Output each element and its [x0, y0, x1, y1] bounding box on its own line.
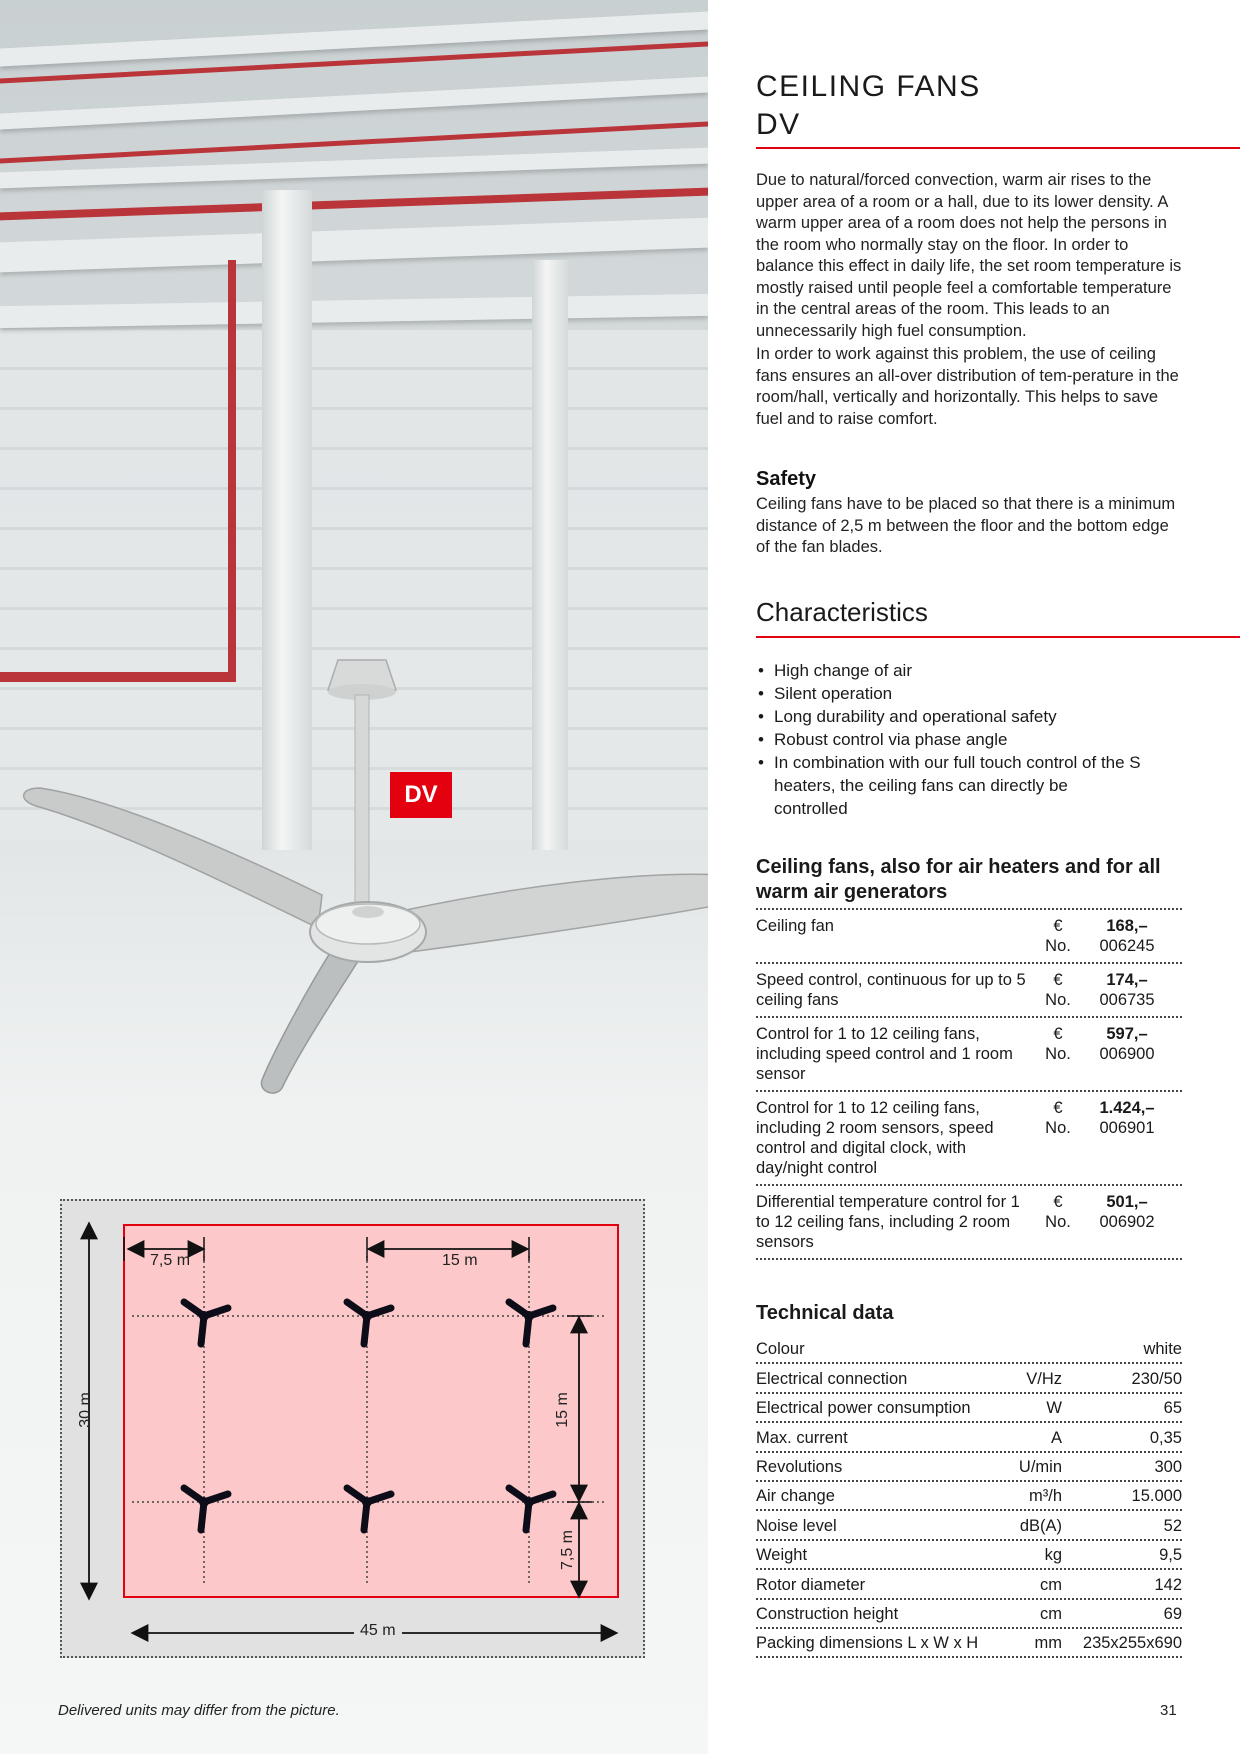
table-row	[756, 1482, 1182, 1511]
characteristics-divider	[756, 636, 1240, 638]
table-row	[756, 1511, 1182, 1540]
tech-value: 65	[1163, 1399, 1182, 1418]
table-row	[756, 1364, 1182, 1393]
tech-unit: V/Hz	[1026, 1369, 1062, 1388]
price-value: 501,–	[1106, 1193, 1148, 1211]
tech-unit: cm	[1040, 1575, 1062, 1594]
article-number: 006902	[1099, 1213, 1155, 1231]
intro-paragraph-1: Due to natural/forced convection, warm air rises to the upper area of a room or a hall, due to its lower density. A warm upper area of a room does not help the persons in the room who normally stay on the floor. In order to balance this effect in daily life, the set room temperature is mostly raised until people feel a comfortable temperature in the central areas of the room. This leads to an unnecessarily high fuel consumption.	[756, 171, 1182, 340]
tech-label: Noise level	[756, 1516, 837, 1535]
list-item: • Silent operation	[756, 682, 1196, 705]
tech-label: Construction height	[756, 1604, 899, 1623]
price-row	[756, 964, 1182, 1018]
tech-value: 142	[1154, 1575, 1182, 1594]
list-item: • Robust control via phase angle	[756, 728, 1196, 751]
price-row	[756, 1186, 1182, 1260]
table-row	[756, 1453, 1182, 1482]
red-pipe	[228, 260, 236, 680]
dim-label-30: 30 m	[76, 1392, 94, 1428]
dim-label-15-top: 15 m	[442, 1252, 478, 1269]
price-value: 1.424,–	[1099, 1099, 1155, 1117]
red-pipe	[0, 188, 708, 221]
dim-label-15-side: 15 m	[553, 1392, 571, 1428]
currency-symbol: €	[1053, 1099, 1063, 1117]
article-number: 006735	[1099, 991, 1155, 1009]
number-label: No.	[1045, 1119, 1071, 1137]
tech-unit: W	[1046, 1399, 1062, 1418]
article-number: 006245	[1099, 937, 1155, 955]
price-list-heading: Ceiling fans, also for air heaters and for all warm air generators	[756, 856, 1161, 903]
tech-unit: cm	[1040, 1604, 1062, 1623]
dim-label-7-5-side: 7,5 m	[559, 1529, 577, 1571]
price-row	[756, 910, 1182, 964]
page-number: 31	[1160, 1702, 1177, 1719]
price-currency-col	[1034, 916, 1082, 956]
price-currency-col	[1034, 1098, 1082, 1178]
price-desc: Control for 1 to 12 ceiling fans, including 2 room sensors, speed control and digital clock, with day/night control	[756, 1099, 994, 1177]
price-currency-col	[1034, 1192, 1082, 1252]
tech-value: 9,5	[1159, 1546, 1182, 1565]
tech-value: white	[1143, 1340, 1182, 1359]
currency-symbol: €	[1053, 1025, 1063, 1043]
tech-label: Colour	[756, 1340, 805, 1359]
price-value: 168,–	[1106, 917, 1148, 935]
currency-symbol: €	[1053, 1193, 1063, 1211]
list-item: • Long durability and operational safety	[756, 705, 1196, 728]
tech-label: Weight	[756, 1546, 808, 1565]
footer-disclaimer: Delivered units may differ from the picture.	[58, 1702, 340, 1719]
currency-symbol: €	[1053, 917, 1063, 935]
price-value: 597,–	[1106, 1025, 1148, 1043]
tech-value: 15.000	[1131, 1487, 1182, 1506]
table-row	[756, 1600, 1182, 1629]
tech-label: Air change	[756, 1487, 835, 1506]
price-row	[756, 1092, 1182, 1186]
price-table	[756, 908, 1182, 1260]
price-value-col	[1082, 916, 1172, 956]
fan-layout-diagram	[60, 1199, 645, 1658]
tech-unit: U/min	[1018, 1457, 1062, 1476]
number-label: No.	[1045, 937, 1071, 955]
price-desc: Differential temperature control for 1 to 12 ceiling fans, including 2 room sensors	[756, 1193, 1020, 1251]
ceiling-fan-image	[0, 640, 708, 1100]
technical-data-table	[756, 1335, 1182, 1658]
tech-value: 230/50	[1131, 1369, 1182, 1388]
list-item: • In combination with our full touch control of the S heaters, the ceiling fans can directly be controlled	[756, 751, 1146, 820]
intro-paragraph-2: In order to work against this problem, the use of ceiling fans ensures an all-over distribution of tem-perature in the room/hall, vertically and horizontally. This helps to save fuel and to raise comfort.	[756, 345, 1179, 428]
tech-value: 0,35	[1149, 1428, 1182, 1447]
number-label: No.	[1045, 991, 1071, 1009]
characteristics-list	[756, 659, 1196, 820]
table-row	[756, 1541, 1182, 1570]
currency-symbol: €	[1053, 971, 1063, 989]
title-divider	[756, 147, 1240, 149]
number-label: No.	[1045, 1213, 1071, 1231]
tech-value: 235x255x690	[1082, 1634, 1182, 1653]
tech-unit: dB(A)	[1019, 1516, 1062, 1535]
safety-text: Ceiling fans have to be placed so that there is a minimum distance of 2,5 m between the floor and the bottom edge of the fan blades.	[756, 495, 1176, 556]
table-row	[756, 1629, 1182, 1658]
safety-heading: Safety	[756, 468, 817, 490]
tech-label: Electrical power consumption	[756, 1399, 971, 1418]
table-row	[756, 1423, 1182, 1452]
page-title	[756, 68, 981, 144]
tech-unit: m³/h	[1029, 1487, 1062, 1506]
article-number: 006901	[1099, 1119, 1155, 1137]
tech-unit: mm	[1034, 1634, 1062, 1653]
ceiling-beam	[0, 218, 708, 273]
intro-text	[756, 170, 1186, 432]
article-number: 006900	[1099, 1045, 1155, 1063]
tech-label: Revolutions	[756, 1457, 843, 1476]
tech-label: Max. current	[756, 1428, 848, 1447]
table-row	[756, 1394, 1182, 1423]
table-row	[756, 1335, 1182, 1364]
page-title-line2: DV	[756, 108, 801, 141]
number-label: No.	[1045, 1045, 1071, 1063]
technical-data-heading: Technical data	[756, 1302, 894, 1324]
tech-label: Electrical connection	[756, 1369, 908, 1388]
ceiling-beam	[0, 11, 708, 66]
price-value-col	[1082, 1098, 1172, 1178]
tech-label: Packing dimensions L x W x H	[756, 1634, 979, 1653]
characteristics-heading: Characteristics	[756, 597, 928, 627]
tech-label: Rotor diameter	[756, 1575, 866, 1594]
price-value-col	[1082, 1024, 1172, 1084]
tech-value: 69	[1163, 1604, 1182, 1623]
price-desc: Speed control, continuous for up to 5 ceiling fans	[756, 971, 1026, 1009]
price-value-col	[1082, 1192, 1172, 1252]
ceiling-beam	[0, 294, 708, 328]
dim-label-45: 45 m	[354, 1622, 402, 1640]
ceiling-beam	[0, 76, 708, 129]
price-value: 174,–	[1106, 971, 1148, 989]
tech-unit: A	[1050, 1428, 1062, 1447]
tech-unit: kg	[1044, 1546, 1062, 1565]
price-currency-col	[1034, 970, 1082, 1010]
page-title-line1: CEILING FANS	[756, 70, 981, 103]
price-value-col	[1082, 970, 1172, 1010]
price-currency-col	[1034, 1024, 1082, 1084]
dim-label-7-5-top: 7,5 m	[150, 1252, 191, 1269]
table-row	[756, 1570, 1182, 1599]
tech-value: 300	[1154, 1457, 1182, 1476]
list-item: • High change of air	[756, 659, 1196, 682]
price-desc: Ceiling fan	[756, 917, 834, 935]
tech-value: 52	[1163, 1516, 1182, 1535]
price-row	[756, 1018, 1182, 1092]
dv-badge: DV	[390, 772, 452, 818]
price-desc: Control for 1 to 12 ceiling fans, including speed control and 1 room sensor	[756, 1025, 1013, 1083]
